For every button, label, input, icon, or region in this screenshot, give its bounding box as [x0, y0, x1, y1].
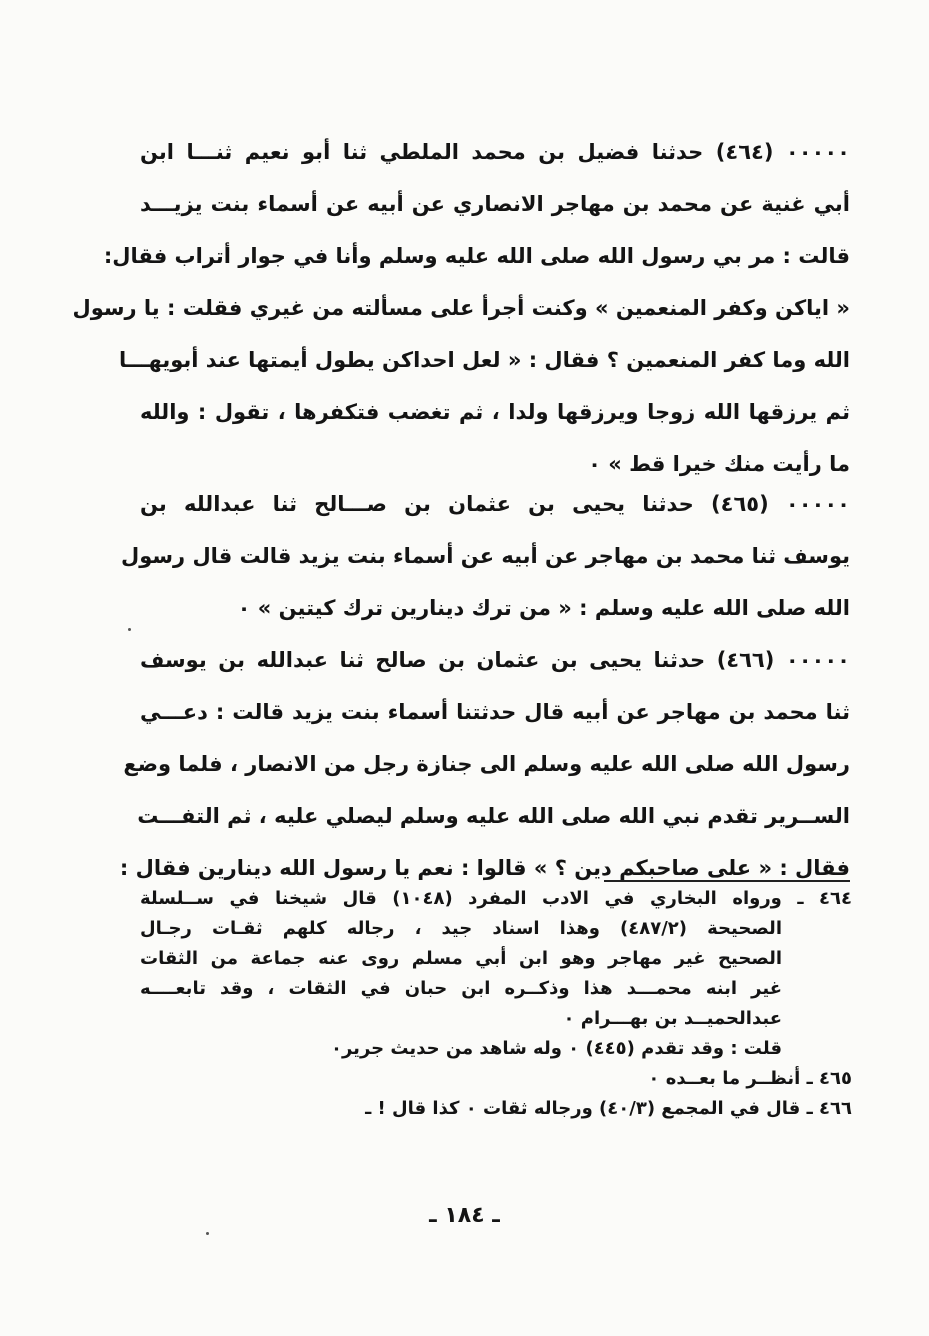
text-line: ٠٠٠٠٠ (٤٦٥) حدثنا يحيى بن عثمان بن صـــالح ثنا عبدالله بن — [140, 492, 850, 516]
page-number: ـ ١٨٤ ـ — [429, 1203, 500, 1228]
text-line: ٠٠٠٠٠ (٤٦٦) حدثنا يحيى بن عثمان بن صالح ثنا عبدالله بن يوسف — [140, 648, 850, 672]
text-line: الله صلى الله عليه وسلم : « من ترك دينارين ترك كيتين » ٠ — [237, 596, 850, 620]
hadith-464-paragraph — [72, 126, 850, 490]
text-line: رسول الله صلى الله عليه وسلم الى جنازة رجل من الانصار ، فلما وضع — [123, 752, 850, 776]
footnote-separator-rule — [604, 880, 850, 882]
text-line: « اياكن وكفر المنعمين » وكنت أجرأ على مسألته من غيري فقلت : يا رسول — [72, 296, 850, 320]
text-line: الله وما كفر المنعمين ؟ فقال : « لعل احداكن يطول أيمتها عند أبويهـــا — [119, 348, 850, 372]
text-line: الســرير تقدم نبي الله صلى الله عليه وسلم ليصلي عليه ، ثم التفـــت — [137, 804, 850, 828]
footnote-464-remark: قلت : وقد تقدم (٤٤٥) ٠ وله شاهد من حديث جرير٠ — [330, 1038, 782, 1059]
text-line: ثنا محمد بن مهاجر عن أبيه قال حدثتنا أسماء بنت يزيد قالت : دعـــي — [140, 700, 850, 724]
text-line: ٠٠٠٠٠ (٤٦٤) حدثنا فضيل بن محمد الملطي ثنا أبو نعيم ثنـــا ابن — [140, 140, 850, 164]
hadith-466-paragraph — [119, 634, 850, 894]
scan-speck — [206, 1232, 209, 1235]
hadith-465-paragraph — [121, 478, 850, 634]
footnote-464-line: الصحيح غير مهاجر وهو ابن أبي مسلم روى عنه جماعة من الثقات — [140, 948, 782, 969]
footnote-464-line: غير ابنه محمـــد هذا وذكــره ابن حبان في الثقات ، وقد تابعــــه — [140, 978, 782, 999]
text-line: ما رأيت منك خيرا قط » ٠ — [588, 452, 850, 476]
text-line: يوسف ثنا محمد بن مهاجر عن أبيه عن أسماء بنت يزيد قالت قال رسول — [121, 544, 850, 568]
footnote-464-line: ٤٦٤ ـ ورواه البخاري في الادب المفرد (١٠٤٨) قال شيخنا في ســلسلة — [140, 888, 853, 909]
scan-speck — [128, 628, 131, 631]
footnotes — [140, 884, 852, 1124]
text-line: ثم يرزقها الله زوجا ويرزقها ولدا ، ثم تغضب فتكفرها ، تقول : والله — [140, 400, 850, 424]
footnote-464-line: الصحيحة (٤٨٧/٢) وهذا اسناد جيد ، رجاله كلهم ثقـات رجـال — [140, 918, 782, 939]
text-line: أبي غنية عن محمد بن مهاجر الانصاري عن أبيه عن أسماء بنت يزيـــد — [140, 192, 850, 216]
footnote-464-line: عبدالحميــد بن بهـــرام ٠ — [563, 1008, 782, 1029]
text-line: قالت : مر بي رسول الله صلى الله عليه وسلم وأنا في جوار أتراب فقال: — [103, 244, 850, 268]
footnote-465: ٤٦٥ ـ أنظــر ما بعــده ٠ — [648, 1068, 852, 1089]
text-line: فقال : « على صاحبكم دين ؟ » قالوا : نعم يا رسول الله دينارين فقال : — [119, 856, 850, 880]
footnote-466: ٤٦٦ ـ قال في المجمع (٤٠/٣) ورجاله ثقات ٠ كذا قال ! ـ — [365, 1098, 852, 1119]
